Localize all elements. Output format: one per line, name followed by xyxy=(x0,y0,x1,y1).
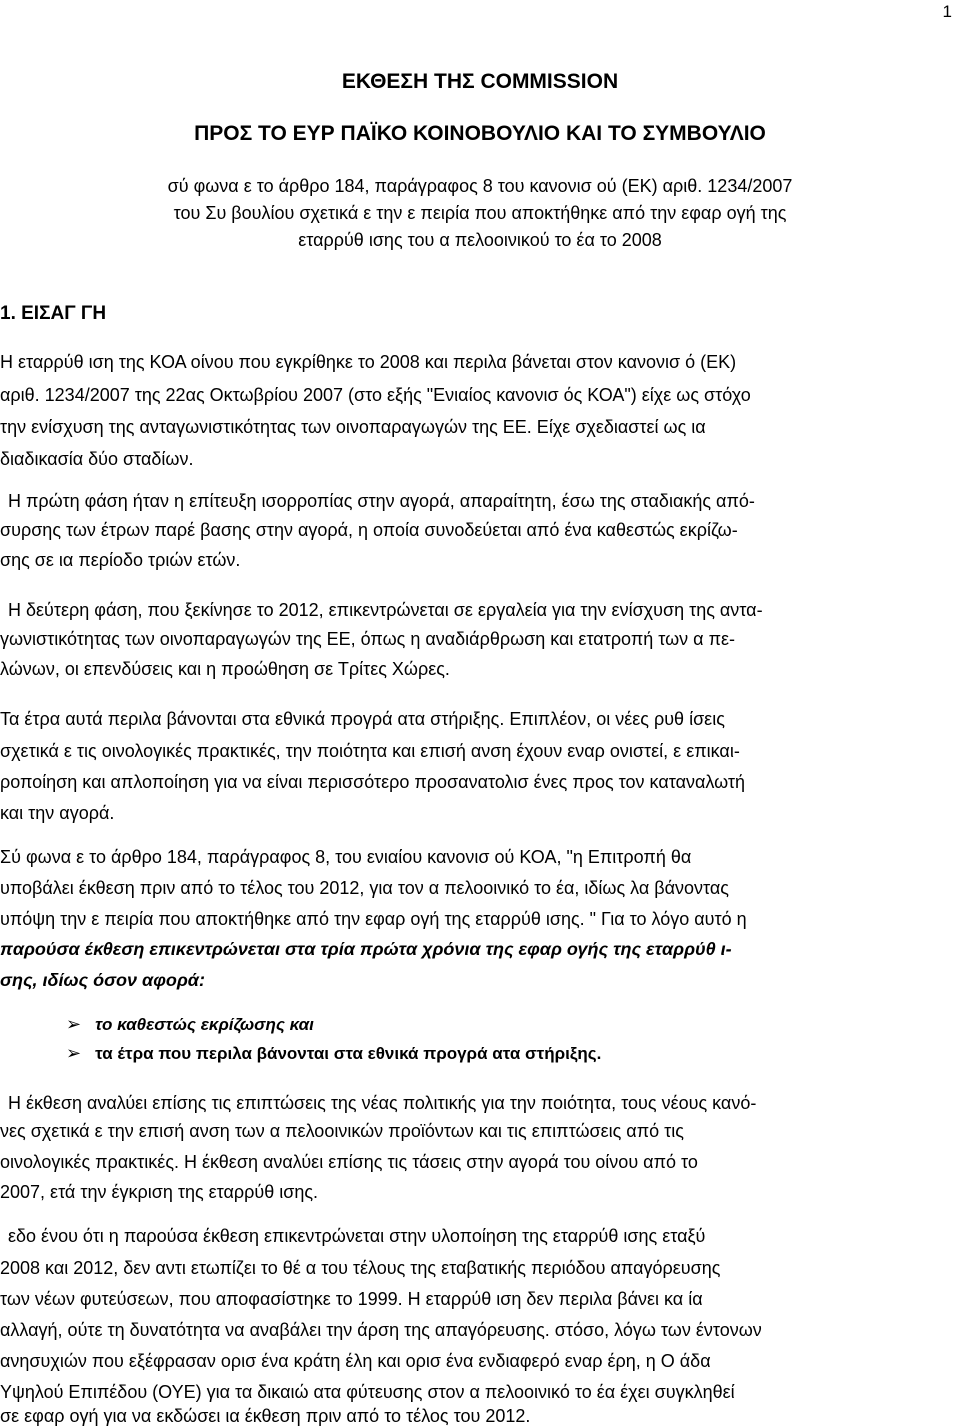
paragraph-line: αριθ. 1234/2007 της 22ας Οκτωβρίου 2007 (στο εξής "Ενιαίος κανονισ ός ΚΟΑ") είχε ως στόχο xyxy=(0,385,751,405)
paragraph-line: 2007, ετά την έγκριση της εταρρύθ ισης. xyxy=(0,1182,319,1202)
paragraph-line: σχετικά ε τις οινολογικές πρακτικές, την ποιότητα και επισή ανση έχουν εναρ ονιστεί, ε επικαι- xyxy=(0,741,740,761)
subtitle-line: εταρρύθ ισης του α πελοοινικού το έα το 2008 xyxy=(298,230,662,250)
arrow-bullet-icon: ➢ xyxy=(66,1043,82,1063)
paragraph-line: συρσης των έτρων παρέ βασης στην αγορά, η οποία συνοδεύεται από ένα καθεστώς εκρίζω- xyxy=(0,520,738,540)
paragraph-line: Η εταρρύθ ιση της ΚΟΑ οίνου που εγκρίθηκε το 2008 και περιλα βάνεται στον κανονισ ό (ΕΚ) xyxy=(0,352,737,372)
paragraph-line: και την αγορά. xyxy=(0,803,115,823)
paragraph-line: Τα έτρα αυτά περιλα βάνονται στα εθνικά προγρά ατα στήριξης. Επιπλέον, οι νέες ρυθ ίσεις xyxy=(0,709,725,729)
paragraph-line: σε εφαρ ογή για να εκδώσει ια έκθεση πριν από το τέλος του 2012. xyxy=(0,1406,531,1426)
subtitle-line: του Συ βουλίου σχετικά ε την ε πειρία που αποκτήθηκε από την εφαρ ογή της xyxy=(173,203,787,223)
paragraph-line: διαδικασία δύο σταδίων. xyxy=(0,449,194,469)
paragraph-line: υποβάλει έκθεση πριν από το τέλος του 2012, για τον α πελοοινικό το έα, ιδίως λα βάνοντας xyxy=(0,878,729,898)
paragraph-line: οινολογικές πρακτικές. Η έκθεση αναλύει επίσης τις τάσεις στην αγορά του οίνου από το xyxy=(0,1152,698,1172)
paragraph-line: παρούσα έκθεση επικεντρώνεται στα τρία πρώτα χρόνια της εφαρ ογής της εταρρύθ ι- xyxy=(0,939,732,959)
section-heading: 1. ΕΙΣΑΓ ΓΗ xyxy=(0,303,107,324)
paragraph-line: ανησυχιών που εξέφρασαν ορισ ένα κράτη έλη και ορισ ένα ενδιαφερό εναρ έρη, η Ο άδα xyxy=(0,1351,711,1371)
paragraph-line: Η πρώτη φάση ήταν η επίτευξη ισορροπίας στην αγορά, απαραίτητη, έσω της σταδιακής από- xyxy=(8,491,755,511)
bullet-item: ➢ τα έτρα που περιλα βάνονται στα εθνικά προγρά ατα στήριξης. xyxy=(66,1043,602,1063)
paragraph-line: των νέων φυτεύσεων, που αποφασίστηκε το 1999. Η εταρρύθ ιση δεν περιλα βάνει κα ία xyxy=(0,1289,703,1309)
paragraph-line: σης, ιδίως όσον αφορά: xyxy=(0,970,205,990)
paragraph-line: ροποίηση και απλοποίηση για να είναι περισσότερο προσανατολισ ένες προς τον καταναλωτή xyxy=(0,772,746,792)
paragraph-line: υπόψη την ε πειρία που αποκτήθηκε από την εφαρ ογή της εταρρύθ ισης. " Για το λόγο αυτό η xyxy=(0,909,747,929)
paragraph-line: Σύ φωνα ε το άρθρο 184, παράγραφος 8, του ενιαίου κανονισ ού ΚΟΑ, "η Επιτροπή θα xyxy=(0,847,692,867)
paragraph-line: νες σχετικά ε την επισή ανση των α πελοοινικών προϊόντων και τις επιπτώσεις από τις xyxy=(0,1121,684,1141)
page-number: 1 xyxy=(942,2,952,21)
subtitle-line: σύ φωνα ε το άρθρο 184, παράγραφος 8 του κανονισ ού (ΕΚ) αριθ. 1234/2007 xyxy=(167,176,793,196)
paragraph-line: σης σε ια περίοδο τριών ετών. xyxy=(0,550,241,570)
document-title: ΕΚΘΕΣΗ ΤΗΣ COMMISSION xyxy=(341,70,619,93)
bullet-item: ➢ το καθεστώς εκρίζωσης και xyxy=(66,1014,314,1034)
document-title-line2: ΠΡΟΣ ΤΟ ΕΥΡ ΠΑΪΚΟ ΚΟΙΝΟΒΟΥΛΙΟ ΚΑΙ ΤΟ ΣΥΜΒΟΥΛΙΟ xyxy=(194,122,766,145)
paragraph-line: εδο ένου ότι η παρούσα έκθεση επικεντρώνεται στην υλοποίηση της εταρρύθ ισης εταξύ xyxy=(8,1226,706,1246)
paragraph-line: Η έκθεση αναλύει επίσης τις επιπτώσεις της νέας πολιτικής για την ποιότητα, τους νέους κανό- xyxy=(8,1093,757,1113)
paragraph-line: Υψηλού Επιπέδου (ΟΥΕ) για τα δικαιώ ατα φύτευσης στον α πελοοινικό το έα έχει συγκληθεί xyxy=(0,1382,735,1402)
paragraph-line: Η δεύτερη φάση, που ξεκίνησε το 2012, επικεντρώνεται σε εργαλεία για την ενίσχυση της αντα- xyxy=(8,600,763,620)
paragraph-line: την ενίσχυση της ανταγωνιστικότητας των οινοπαραγωγών της ΕΕ. Είχε σχεδιαστεί ως ια xyxy=(0,417,706,437)
paragraph-line: αλλαγή, ούτε τη δυνατότητα να αναβάλει την άρση της απαγόρευσης. στόσο, λόγω των έντονων xyxy=(0,1320,762,1340)
paragraph-line: γωνιστικότητας των οινοπαραγωγών της ΕΕ, όπως η αναδιάρθρωση και ετατροπή των α πε- xyxy=(0,629,736,649)
arrow-bullet-icon: ➢ xyxy=(66,1014,82,1034)
paragraph-line: λώνων, οι επενδύσεις και η προώθηση σε Τρίτες Χώρες. xyxy=(0,659,450,679)
paragraph-line: 2008 και 2012, δεν αντι ετωπίζει το θέ α του τέλους της εταβατικής περιόδου απαγόρευσης xyxy=(0,1258,721,1278)
